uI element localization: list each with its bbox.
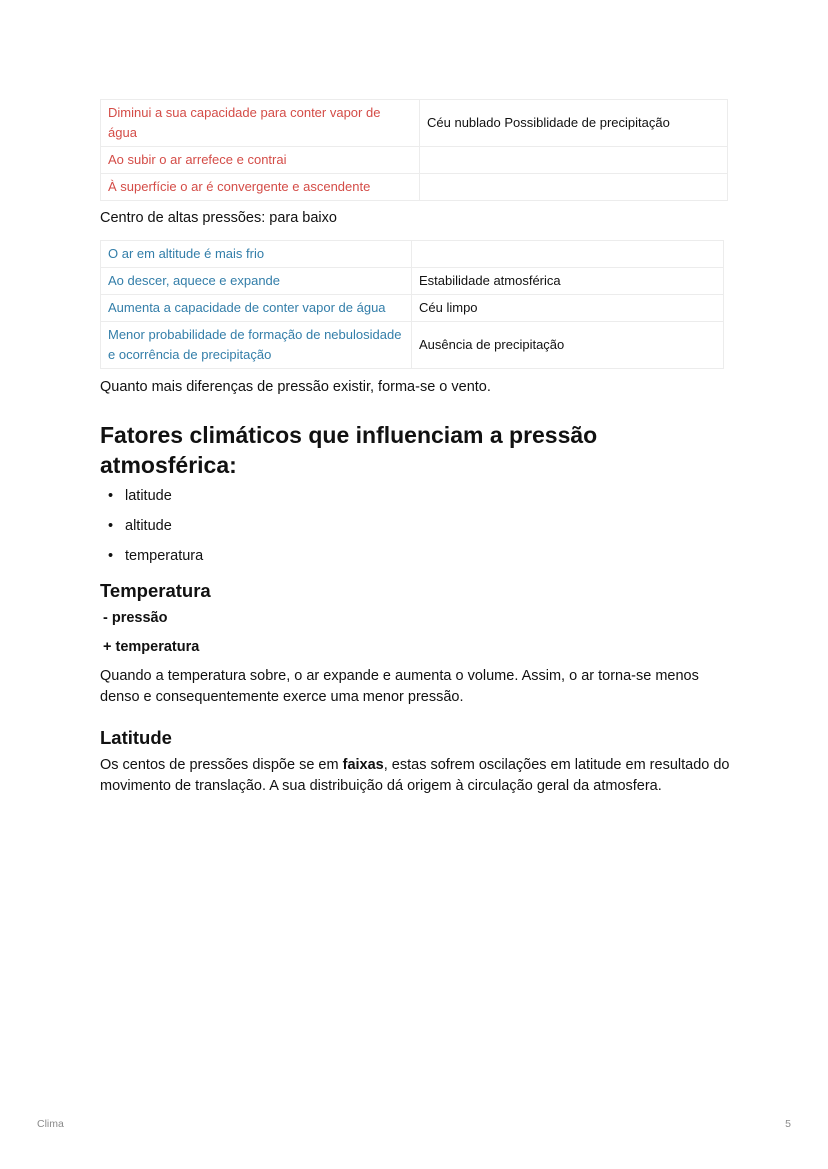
low-table-cell: À superfície o ar é convergente e ascendente (101, 174, 420, 201)
list-item (100, 516, 730, 537)
list-item (100, 546, 730, 567)
low-table-cell: Ao subir o ar arrefece e contrai (101, 147, 420, 174)
factors-heading: Fatores climáticos que influenciam a pressão atmosférica: (100, 422, 598, 478)
table-row (101, 147, 728, 174)
high-table-cell (412, 241, 724, 268)
low-pressure-table (100, 99, 728, 201)
page-content (100, 99, 730, 797)
high-table-cell: O ar em altitude é mais frio (101, 241, 412, 268)
low-table-cell (420, 147, 728, 174)
temperature-paragraph: Quando a temperatura sobre, o ar expande e aumenta o volume. Assim, o ar torna-se menos denso e consequentemente exerce uma menor pressão. (100, 668, 699, 705)
latitude-text-start: Os centos de pressões dispõe se em (100, 757, 343, 773)
latitude-text-end: , estas sofrem oscilações em latitude em resultado do movimento de translação. A sua distribuição dá origem à circulação geral da atmosfera. (100, 757, 730, 794)
list-item (100, 486, 730, 507)
high-pressure-table (100, 240, 724, 369)
minus-pressure-line: - pressão (103, 610, 168, 626)
high-pressure-label: Centro de altas pressões: para baixo (100, 210, 337, 226)
low-table-cell (420, 174, 728, 201)
bullet-icon: • (108, 488, 114, 504)
high-table-cell: Menor probabilidade de formação de nebulosidade e ocorrência de precipitação (101, 322, 412, 369)
table-row (101, 100, 728, 147)
temperature-heading: Temperatura (100, 580, 211, 601)
latitude-bold-word: faixas (342, 757, 384, 773)
plus-temperature-line: + temperatura (103, 639, 200, 655)
latitude-heading: Latitude (100, 727, 172, 748)
table-row (101, 295, 724, 322)
list-item-label: temperatura (125, 548, 204, 564)
high-table-cell: Estabilidade atmosférica (412, 268, 724, 295)
page-number: 5 (785, 1118, 791, 1130)
high-table-cell: Céu limpo (412, 295, 724, 322)
low-table-cell: Céu nublado Possiblidade de precipitação (420, 100, 728, 147)
high-table-cell: Ao descer, aquece e expande (101, 268, 412, 295)
latitude-paragraph (100, 755, 730, 797)
high-table-cell: Ausência de precipitação (412, 322, 724, 369)
wind-paragraph: Quanto mais diferenças de pressão existir, forma-se o vento. (100, 379, 491, 395)
footer-title: Clima (37, 1118, 64, 1130)
high-table-cell: Aumenta a capacidade de conter vapor de água (101, 295, 412, 322)
bullet-icon: • (108, 548, 114, 564)
bullet-icon: • (108, 518, 114, 534)
list-item-label: altitude (125, 518, 172, 534)
table-row (101, 241, 724, 268)
list-item-label: latitude (125, 488, 172, 504)
table-row (101, 322, 724, 369)
table-row (101, 268, 724, 295)
table-row (101, 174, 728, 201)
low-table-cell: Diminui a sua capacidade para conter vapor de água (101, 100, 420, 147)
factors-list (100, 486, 730, 567)
